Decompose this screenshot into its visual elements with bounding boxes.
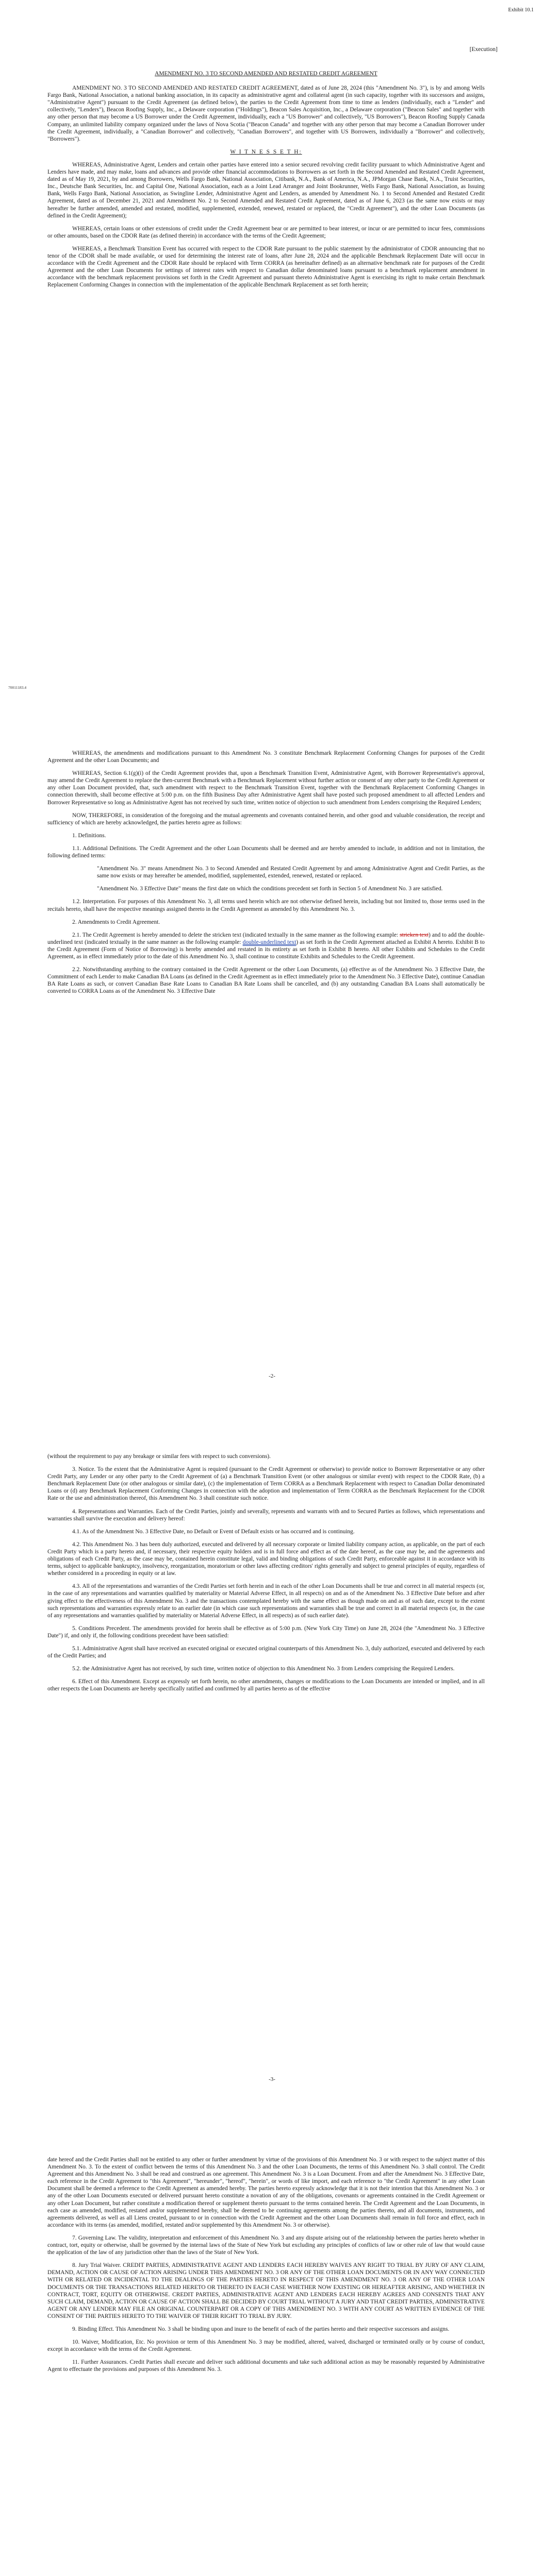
page-number: -3- [269, 2076, 275, 2082]
amendment-text: ) and to add the double-underlined text (indicated textually in the same manner as the following example: [47, 931, 485, 945]
section-paragraph: 4. Representations and Warranties. Each of the Credit Parties, jointly and severally, represents and warrants with and to Secured Parties as follows, which representations and warranties shall survive the execution and delivery hereof: [47, 1508, 485, 1522]
double-underlined-text-example: double-underlined text [242, 939, 296, 945]
section-heading: 2. Amendments to Credit Agreement. [72, 919, 160, 925]
definition-paragraph: "Amendment No. 3" means Amendment No. 3 to Second Amended and Restated Credit Agreement by and among Administrative Agent and Credit Parties, as the same now exists or may hereafter be amended, modified, supplemented, extended, renewed, restated or replaced. [97, 866, 485, 879]
recital-paragraph: WHEREAS, Section 6.1(g)(i) of the Credit Agreement provides that, upon a Benchmark Transition Event, Administrative Agent, with Borrower Representative's approval, may amend the Credit Agreement to replace the then-current Benchmark with a Benchmark Replacement without further action or consent of any other party to the Credit Agreement or any other Loan Document provided, that, such amendment with respect to the Benchmark Transition Event, together with the Benchmark Replacement Conforming Changes in connection therewith, shall become effective at 5:00 p.m. on the fifth Business Day after Administrative Agent shall have posted such proposed amendment to all affected Lenders and Borrower Representative so long as Administrative Agent has not received by such time, written notice of objection to such amendment from Lenders comprising the Required Lenders; [47, 770, 485, 806]
definition-paragraph: "Amendment No. 3 Effective Date" means the first date on which the conditions precedent set forth in Section 5 of Amendment No. 3 are satisfied. [97, 886, 443, 892]
recital-paragraph: WHEREAS, certain loans or other extensions of credit under the Credit Agreement bear or are permitted to bear interest, or incur or are permitted to incur fees, commissions or other amounts, based on the CDOR Rate (as defined therein) in accordance with the terms of the Credit Agreement; [47, 225, 485, 239]
section-heading: 1. Definitions. [72, 832, 106, 839]
page-2-body [47, 750, 485, 1001]
section-paragraph: 7. Governing Law. The validity, interpretation and enforcement of this Amendment No. 3 and any dispute arising out of the relationship between the parties hereto whether in contract, tort, equity or otherwise, shall be governed by the internal laws of the State of New York but excluding any principles of conflicts of law or other rule of law that would cause the application of the law of any jurisdiction other than the laws of the State of New York. [47, 2234, 485, 2256]
amendment-text: 2.1. The Credit Agreement is hereby amended to delete the stricken text (indicated textually in the same manner as the following example: [72, 931, 399, 938]
exhibit-label: Exhibit 10.1 [508, 7, 534, 13]
section-paragraph: 5. Conditions Precedent. The amendments provided for herein shall be effective as of 5:00 p.m. (New York City Time) on June 28, 2024 (the "Amendment No. 3 Effective Date") if, and only if, the following conditions precedent have been satisfied: [47, 1625, 485, 1639]
document-page-4 [0, 2110, 544, 2576]
execution-label: [Execution] [469, 46, 498, 53]
document-page-1 [0, 0, 544, 703]
page-4-body [47, 2156, 485, 2379]
section-paragraph: 4.1. As of the Amendment No. 3 Effective Date, no Default or Event of Default exists or has occurred and is continuing. [72, 1528, 355, 1535]
section-paragraph: 1.2. Interpretation. For purposes of this Amendment No. 3, all terms used herein which are not otherwise defined herein, including but not limited to, those terms used in the recitals hereto, shall have the respective meanings assigned thereto in the Credit Agreement as amended by this Amendment No. 3. [47, 899, 485, 912]
document-id-footer: 70011183.4 [8, 685, 27, 690]
section-paragraph: 9. Binding Effect. This Amendment No. 3 shall be binding upon and inure to the benefit of each of the parties hereto and their respective successors and assigns. [72, 2326, 450, 2332]
recital-paragraph: WHEREAS, the amendments and modifications pursuant to this Amendment No. 3 constitute Benchmark Replacement Conforming Changes for purposes of the Credit Agreement and the other Loan Documents; and [47, 750, 485, 764]
recital-paragraph: WHEREAS, a Benchmark Transition Event has occurred with respect to the CDOR Rate pursuant to the public statement by the administrator of CDOR announcing that no tenor of the CDOR shall be made available, or used for determining the interest rate of loans, after June 28, 2024 and the applicable Benchmark Replacement Date will occur in accordance with the Credit Agreement and the CDOR Rate should be replaced with Term CORRA (as hereinafter defined) as an alternative benchmark rate for purposes of the Credit Agreement and the other Loan Documents for settings of interest rates with respect to Canadian dollar denominated loans pursuant to a benchmark replacement amendment in accordance with the benchmark replacement provisions set forth in the Credit Agreement and pursuant thereto Administrative Agent is exercising its right to make certain Benchmark Replacement Conforming Changes in connection with the implementation of the applicable Benchmark Replacement as set forth herein; [47, 245, 485, 289]
section-paragraph: 5.2. the Administrative Agent has not received, by such time, written notice of objection to this Amendment No. 3 from Lenders comprising the Required Lenders. [72, 1666, 455, 1672]
section-paragraph: 11. Further Assurances. Credit Parties shall execute and deliver such additional documents and take such additional action as may be reasonably requested by Administrative Agent to effectuate the provisions and purposes of this Amendment No. 3. [47, 2359, 485, 2373]
continued-paragraph: date hereof and the Credit Parties shall not be entitled to any other or further amendment by virtue of the provisions of this Amendment No. 3 or with respect to the subject matter of this Amendment No. 3. To the extent of conflict between the terms of this Amendment No. 3 and the other Loan Documents, the terms of this Amendment No. 3 shall control. The Credit Agreement and this Amendment No. 3 shall be read and construed as one agreement. This Amendment No. 3 is a Loan Document. From and after the Amendment No. 3 Effective Date, each reference in the Credit Agreement to "this Agreement", "hereunder", "hereof", "herein", or words of like import, and each reference to "the Credit Agreement" in any other Loan Document shall be deemed a reference to the Credit Agreement as amended hereby. The parties hereto expressly acknowledge that it is not their intention that this Amendment No. 3 or any of the other Loan Documents executed or delivered pursuant hereto constitute a novation of any of the obligations, covenants or agreements contained in the Credit Agreement or any other Loan Document, but rather constitute a modification thereof or supplement thereto pursuant to the terms contained herein. The Credit Agreement and the Loan Documents, in each case as amended, modified, restated and/or supplemented hereby, shall be deemed to be continuing agreements among the parties thereto, and all documents, instruments, and agreements delivered, as well as all Liens created, pursuant to or in connection with the Credit Agreement and the other Loan Documents shall remain in full force and effect, each in accordance with its terms (as amended, modified, restated and/or supplemented by this Amendment No. 3 or otherwise). [47, 2157, 485, 2228]
document-title: AMENDMENT NO. 3 TO SECOND AMENDED AND RESTATED CREDIT AGREEMENT [155, 71, 377, 77]
section-paragraph: 3. Notice. To the extent that the Administrative Agent is required (pursuant to the Credit Agreement or otherwise) to provide notice to Borrower Representative or any other Credit Party, any Lender or any other party to the Credit Agreement of (a) a Benchmark Transition Event (or other analogous or similar event) with respect to the CDOR Rate, (b) a Benchmark Replacement Date (or other analogous or similar date), (c) the implementation of Term CORRA as a Benchmark Replacement with respect to Canadian Dollar denominated Loans or (d) any Benchmark Replacement Conforming Changes in connection with the adoption and implementation of Term CORRA as the Benchmark Replacement for the CDOR Rate or the use and administration thereof, this Amendment No. 3 shall constitute such notice. [47, 1466, 485, 1502]
page-number: -2- [269, 1373, 275, 1379]
amendment-text: ) as set forth in the Credit Agreement attached as Exhibit A hereto. Exhibit B to the Credit Agreement (Form of Notice of Borrowing) is hereby amended and restated in its entirety as set forth in Exhibit B hereto. All other Exhibits and Schedules to the Credit Agreement, as in effect immediately prior to the date of this Amendment No. 3, shall continue to constitute Exhibits and Schedules to the Credit Agreement. [47, 939, 485, 960]
document-page-3 [0, 1406, 544, 2110]
section-paragraph: 6. Effect of this Amendment. Except as expressly set forth herein, no other amendments, changes or modifications to the Loan Documents are intended or implied, and in all other respects the Loan Documents are hereby specifically ratified and confirmed by all parties hereto as of the effective [47, 1679, 485, 1692]
section-paragraph: 4.3. All of the representations and warranties of the Credit Parties set forth herein and in each of the other Loan Documents shall be true and correct in all material respects (or, in the case of any representations and warranties qualified by materiality or Material Adverse Effect, in all respects) on and as of the Amendment No. 3 Effective Date before and after giving effect to the effectiveness of this Amendment No. 3 and the transactions contemplated hereby with the same effect as though made on and as of such date, except to the extent such representations and warranties expressly relate to an earlier date (in which case such representations and warranties shall be true and correct in all material respects (or, in the case of any representations and warranties qualified by materiality or Material Adverse Effect, in all respects) as of such earlier date). [47, 1583, 485, 1619]
stricken-text-example: stricken text [400, 931, 429, 938]
section-paragraph [47, 931, 485, 960]
intro-paragraph: AMENDMENT NO. 3 TO SECOND AMENDED AND RESTATED CREDIT AGREEMENT, dated as of June 28, 2024 (this "Amendment No. 3"), is by and among Wells Fargo Bank, National Association, a national banking association, in its capacity as administrative agent and collateral agent (in such capacity, together with its successors and assigns, "Administrative Agent") pursuant to the Credit Agreement (as defined below), the parties to the Credit Agreement from time to time as lenders (individually, each a "Lender" and collectively, "Lenders"), Beacon Roofing Supply, Inc., a Delaware corporation ("Holdings"), Beacon Sales Acquisition, Inc., a Delaware corporation ("Beacon Sales" and together with any other person that may become a US Borrower under the Credit Agreement, individually, each a "US Borrower" and collectively, "US Borrowers"), Beacon Roofing Supply Canada Company, an unlimited liability company organized under the laws of Nova Scotia ("Beacon Canada" and together with any other person that may become a Canadian Borrower under the Credit Agreement, individually, a "Canadian Borrower" and collectively, "Canadian Borrowers", and together with US Borrowers, individually a "Borrower" and collectively, "Borrowers"). [47, 85, 485, 142]
section-paragraph: 8. Jury Trial Waiver. CREDIT PARTIES, ADMINISTRATIVE AGENT AND LENDERS EACH HEREBY WAIVES ANY RIGHT TO TRIAL BY JURY OF ANY CLAIM, DEMAND, ACTION OR CAUSE OF ACTION ARISING UNDER THIS AMENDMENT NO. 3 OR ANY OF THE OTHER LOAN DOCUMENTS OR IN ANY WAY CONNECTED WITH OR RELATED OR INCIDENTAL TO THE DEALINGS OF THE PARTIES HERETO IN RESPECT OF THIS AMENDMENT NO. 3 OR ANY OF THE OTHER LOAN DOCUMENTS OR THE TRANSACTIONS RELATED HERETO OR THERETO IN EACH CASE WHETHER NOW EXISTING OR HEREAFTER ARISING, AND WHETHER IN CONTRACT, TORT, EQUITY OR OTHERWISE. CREDIT PARTIES, ADMINISTRATIVE AGENT AND LENDERS EACH HEREBY AGREES AND CONSENTS THAT ANY SUCH CLAIM, DEMAND, ACTION OR CAUSE OF ACTION SHALL BE DECIDED BY COURT TRIAL WITHOUT A JURY AND THAT CREDIT PARTIES, ADMINISTRATIVE AGENT OR ANY LENDER MAY FILE AN ORIGINAL COUNTERPART OR A COPY OF THIS AMENDMENT NO. 3 WITH ANY COURT AS WRITTEN EVIDENCE OF THE CONSENT OF THE PARTIES HERETO TO THE WAIVER OF THEIR RIGHT TO TRIAL BY JURY. [47, 2262, 485, 2319]
page-1-body [47, 70, 485, 294]
section-paragraph: 5.1. Administrative Agent shall have received an executed original or executed original counterparts of this Amendment No. 3, duly authorized, executed and delivered by each of the Credit Parties; and [47, 1645, 485, 1659]
continued-paragraph: (without the requirement to pay any breakage or similar fees with respect to such conversions). [47, 1453, 271, 1460]
section-paragraph: 1.1. Additional Definitions. The Credit Agreement and the other Loan Documents shall be deemed and are hereby amended to include, in addition and not in limitation, the following defined terms: [47, 845, 485, 859]
section-paragraph: 2.2. Notwithstanding anything to the contrary contained in the Credit Agreement or the other Loan Documents, (a) effective as of the Amendment No. 3 Effective Date, the Commitment of each Lender to make Canadian BA Loans (as defined in the Credit Agreement as in effect immediately prior to the Amendment No. 3 Effective Date), continue Canadian BA Rate Loans as such, or convert Canadian Base Rate Loans to Canadian BA Rate Loans shall be cancelled, and (b) any outstanding Canadian BA Loans shall automatically be converted to CORRA Loans as of the Amendment No. 3 Effective Date [47, 967, 485, 995]
recital-paragraph: WHEREAS, Administrative Agent, Lenders and certain other parties have entered into a senior secured revolving credit facility pursuant to which Administrative Agent and Lenders have made, and may make, loans and advances and provide other financial accommodations to Borrowers as set forth in the Second Amended and Restated Credit Agreement, dated as of May 19, 2021, by and among Borrowers, Wells Fargo Bank, National Association, Citibank, N.A., Bank of America, N.A., JPMorgan Chase Bank, N.A., Truist Securities, Inc., Deutsche Bank Securities, Inc. and Capital One, National Association, each as a Joint Lead Arranger and Joint Bookrunner, Wells Fargo Bank, National Association, as Issuing Bank, Wells Fargo Bank, National Association, as Swingline Lender, Administrative Agent and Lenders, as amended by Amendment No. 1 to Second Amended and Restated Credit Agreement, dated as of December 21, 2021 and Amendment No. 2 to Second Amended and Restated Credit Agreement, dated as of June 6, 2023 (as the same now exists or may hereafter be further amended, amended and restated, modified, supplemented, extended, renewed, restated or replaced, the "Credit Agreement"), and the other Loan Documents (as defined in the Credit Agreement); [47, 161, 485, 219]
section-paragraph: 4.2. This Amendment No. 3 has been duly authorized, executed and delivered by all necessary corporate or limited liability company action, as applicable, on the part of each Credit Party which is a party hereto and, if necessary, their respective equity holders and is in full force and effect as of the date hereof, as the case may be, and the agreements and obligations of each Credit Party, as the case may be, contained herein constitute legal, valid and binding obligations of such Credit Party, enforceable against it in accordance with its terms, subject to applicable bankruptcy, insolvency, reorganization, moratorium or other laws affecting creditors' rights generally and subject to general principles of equity, regardless of whether considered in a proceeding in equity or at law. [47, 1541, 485, 1577]
document-page-2 [0, 703, 544, 1406]
now-therefore-paragraph: NOW, THEREFORE, in consideration of the foregoing and the mutual agreements and covenants contained herein, and other good and valuable consideration, the receipt and sufficiency of which are hereby acknowledged, the parties hereto agree as follows: [47, 812, 485, 826]
page-3-body [47, 1453, 485, 1698]
witnesseth-heading: W I T N E S S E T H: [230, 148, 302, 155]
section-paragraph: 10. Waiver, Modification, Etc. No provision or term of this Amendment No. 3 may be modified, altered, waived, discharged or terminated orally or by course of conduct, except in accordance with the terms of the Credit Agreement. [47, 2339, 485, 2353]
